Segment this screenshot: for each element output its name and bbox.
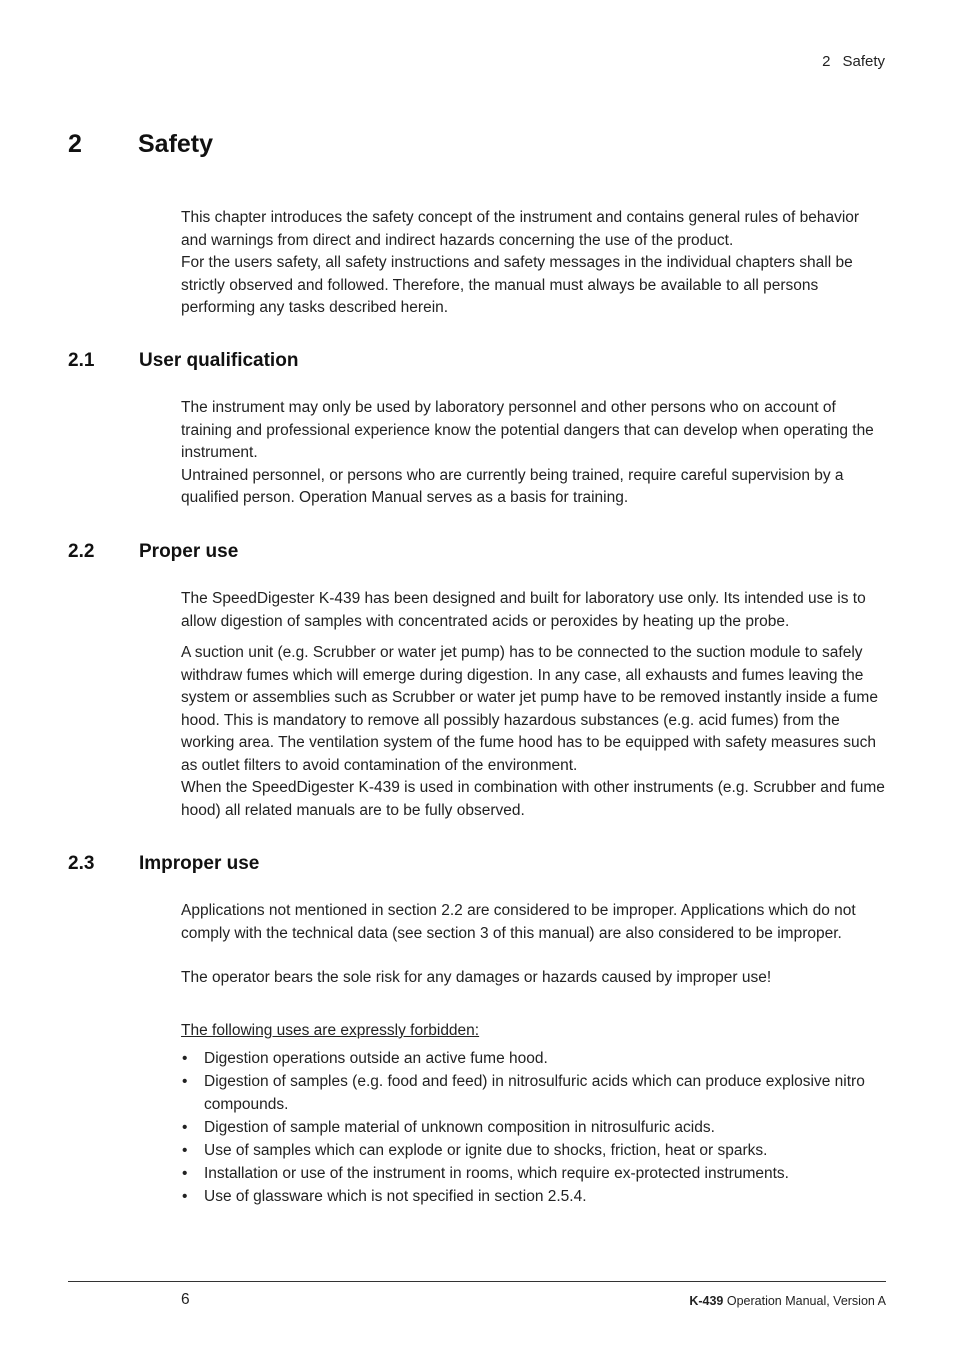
intro-paragraph: For the users safety, all safety instructions and safety messages in the individual chapters shall be strictly observed and followed. Therefore, the manual must always be available to all persons performing any tasks described herein. [181,254,853,316]
bullet-icon: • [182,1164,188,1182]
proper-use-text [181,588,886,822]
body-paragraph: Applications not mentioned in section 2.2 are considered to be improper. Applications which do not comply with the technical data (see section 3 of this manual) are also considered to be improper. [181,902,856,942]
list-item [181,1117,886,1140]
list-item-text: Digestion operations outside an active fume hood. [204,1050,548,1067]
bullet-icon: • [182,1050,188,1067]
body-paragraph: The SpeedDigester K-439 has been designed and built for laboratory use only. Its intended use is to allow digestion of samples with concentrated acids or peroxides by heating up the probe. [181,590,866,630]
list-item [181,1186,886,1209]
bullet-icon: • [182,1073,188,1090]
chapter-title: Safety [138,130,214,158]
list-item [181,1071,886,1116]
list-item [181,1163,886,1186]
section-number: 2.3 [68,853,95,874]
forbidden-uses-list [181,1048,886,1209]
running-header-chapter-name: Safety [842,53,885,70]
body-paragraph: When the SpeedDigester K-439 is used in combination with other instruments (e.g. Scrubber and fume hood) all related manuals are to be fully observed. [181,779,885,819]
section-heading-proper-use [68,541,238,563]
bullet-icon: • [182,1118,188,1136]
chapter-heading [68,130,213,159]
list-item-text: Use of glassware which is not specified in section 2.5.4. [204,1187,587,1205]
section-number: 2.2 [68,541,95,562]
body-paragraph: A suction unit (e.g. Scrubber or water jet pump) has to be connected to the suction module to safely withdraw fumes which will emerge during digestion. In any case, all exhausts and fumes leaving the system or assemblies such as Scrubber or water jet pump have to be removed instantly inside a fume hood. This is mandatory to remove all possibly hazardous substances (e.g. acid fumes) from the working area. The ventilation system of the fume hood has to be equipped with safety measures such as outlet filters to avoid contamination of the environment. [181,644,878,774]
running-header-chapter-number: 2 [822,53,831,70]
running-header [822,53,885,70]
bullet-icon: • [182,1141,188,1159]
list-item-text: Installation or use of the instrument in rooms, which require ex-protected instruments. [204,1164,789,1182]
intro-text [181,207,886,320]
forbidden-uses-label: The following uses are expressly forbidden: [181,1022,480,1039]
section-heading-user-qualification [68,350,298,372]
section-number: 2.1 [68,350,95,371]
user-qualification-text [181,397,886,510]
list-item-text: Use of samples which can explode or ignite due to shocks, friction, heat or sparks. [204,1141,768,1159]
body-paragraph: The operator bears the sole risk for any damages or hazards caused by improper use! [181,969,772,986]
body-paragraph: Untrained personnel, or persons who are currently being trained, require careful supervision by a qualified person. Operation Manual serves as a basis for training. [181,466,844,506]
footer-divider [68,1281,886,1282]
intro-paragraph: This chapter introduces the safety concept of the instrument and contains general rules of behavior and warnings from direct and indirect hazards concerning the use of the product. [181,209,860,249]
chapter-number: 2 [68,130,82,158]
bullet-icon: • [182,1187,188,1205]
section-title: Proper use [139,541,239,562]
body-paragraph: The instrument may only be used by laboratory personnel and other persons who on account of training and professional experience know the potential dangers that can develop when operating the instrument. [181,399,874,461]
section-title: User qualification [139,350,299,371]
list-item-text: Digestion of samples (e.g. food and feed) in nitrosulfuric acids which can produce explosive nitro compounds. [204,1073,865,1113]
list-item-text: Digestion of sample material of unknown composition in nitrosulfuric acids. [204,1118,715,1136]
footer-document-title [689,1294,886,1308]
section-title: Improper use [139,853,260,874]
footer-product: K-439 [689,1294,724,1308]
list-item [181,1048,886,1071]
section-heading-improper-use [68,853,259,875]
improper-use-text [181,900,886,990]
footer-doc-title: Operation Manual, Version A [723,1294,886,1308]
list-item [181,1140,886,1163]
page-number: 6 [181,1291,190,1308]
